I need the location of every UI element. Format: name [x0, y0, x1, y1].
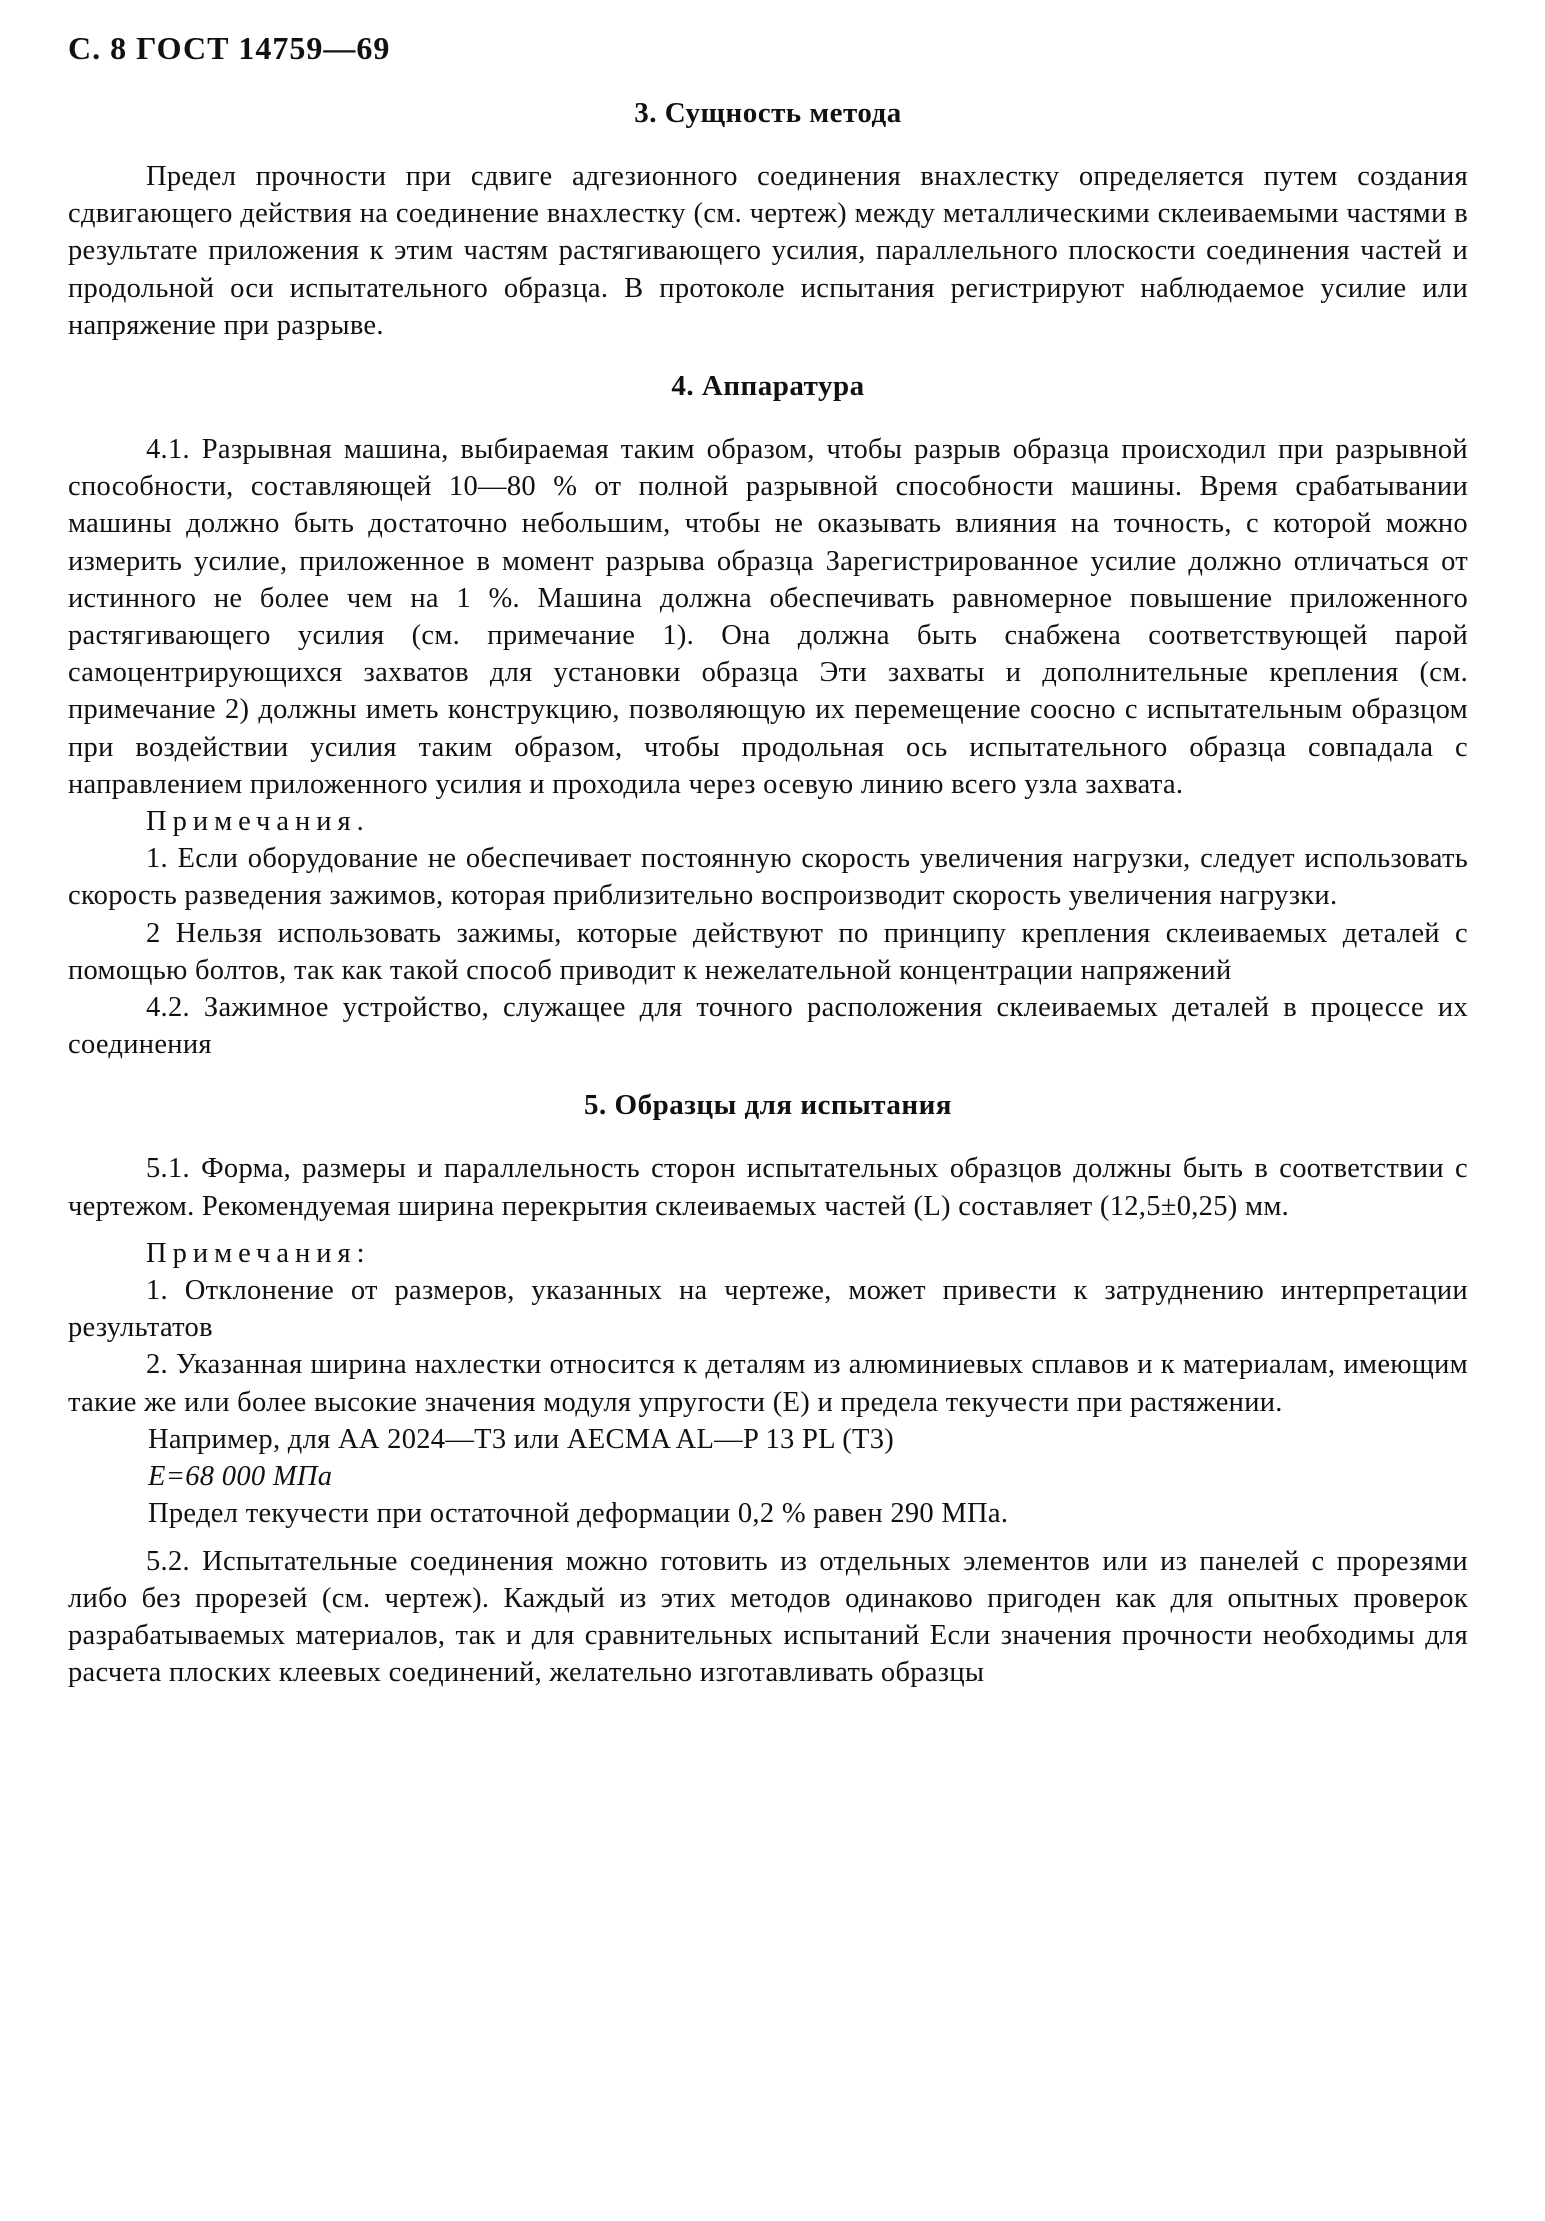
example-line-1: Например, для АА 2024—Т3 или AECMA AL—P 13 PL (Т3) — [148, 1423, 895, 1455]
paragraph-4-1: 4.1. Разрывная машина, выбираемая таким образом, чтобы разрыв образца происходил при разрывной способности, составляющей 10—80 % от полной разрывной способности машины. Время срабатывании машины должно быть достаточно небольшим, чтобы не оказывать влияния на точность, с которой можно измерить усилие, приложенное в момент разрыва образца Зарегистрированное усилие должно отличаться от истинного не более чем на 1 %. Машина должна обеспечивать равномерное повышение приложенного растягивающего усилия (см. примечание 1). Она должна быть снабжена соответствующей парой самоцентрирующихся захватов для установки образца Эти захваты и дополнительные крепления (см. примечание 2) должны иметь конструкцию, позволяющую их перемещение соосно с испытательным образцом при воздействии усилия таким образом, чтобы продольная ось испытательного образца совпадала с направлением приложенного усилия и проходила через осевую линию всего узла захвата. — [68, 434, 1468, 800]
document-page — [68, 30, 1468, 1691]
section-3-text: Предел прочности при сдвиге адгезионного соединения внахлестку определяется путем создания сдвигающего действия на соединение внахлестку (см. чертеж) между металлическими склеиваемыми частями в результате приложения к этим частям растягивающего усилия, параллельного плоскости соединения частей и продольной оси испытательного образца. В протоколе испытания регистрируют наблюдаемое усилие или напряжение при разрыве. — [68, 161, 1468, 341]
section-3-heading: 3. Сущность метода — [634, 97, 902, 129]
paragraph-5-1: 5.1. Форма, размеры и параллельность сторон испытательных образцов должны быть в соответствии с чертежом. Рекомендуемая ширина перекрытия склеиваемых частей (L) составляет (12,5±0,25) мм. — [68, 1153, 1468, 1222]
paragraph-4-2: 4.2. Зажимное устройство, служащее для точного расположения склеиваемых деталей в процессе их соединения — [68, 992, 1468, 1061]
section-4-heading: 4. Аппаратура — [671, 370, 865, 403]
section-4-notes-label: Примечания. — [146, 806, 370, 838]
paragraph-5-2: 5.2. Испытательные соединения можно готовить из отдельных элементов или из панелей с прорезями либо без прорезей (см. чертеж). Каждый из этих методов одинаково пригоден как для опытных проверок разрабатываемых материалов, так и для сравнительных испытаний Если значения прочности необходимы для расчета плоских клеевых соединений, желательно изготавливать образцы — [68, 1545, 1468, 1689]
section-5-note-2: 2. Указанная ширина нахлестки относится к деталям из алюминиевых сплавов и к материалам, имеющим такие же или более высокие значения модуля упругости (E) и предела текучести при растяжении. — [68, 1349, 1468, 1418]
page-header: С. 8 ГОСТ 14759—69 — [68, 30, 391, 66]
section-5-note-1: 1. Отклонение от размеров, указанных на чертеже, может привести к затруднению интерпретации результатов — [68, 1275, 1468, 1344]
section-4-note-1: 1. Если оборудование не обеспечивает постоянную скорость увеличения нагрузки, следует использовать скорость разведения зажимов, которая приблизительно воспроизводит скорость увеличения нагрузки. — [68, 843, 1468, 912]
section-5-heading: 5. Образцы для испытания — [584, 1089, 952, 1122]
example-line-3: Предел текучести при остаточной деформации 0,2 % равен 290 МПа. — [148, 1498, 1009, 1530]
example-line-2: E=68 000 МПа — [148, 1461, 333, 1493]
section-5-notes-label: Примечания: — [146, 1237, 371, 1269]
section-4-note-2: 2 Нельзя использовать зажимы, которые действуют по принципу крепления склеиваемых деталей с помощью болтов, так как такой способ приводит к нежелательной концентрации напряжений — [68, 917, 1468, 986]
